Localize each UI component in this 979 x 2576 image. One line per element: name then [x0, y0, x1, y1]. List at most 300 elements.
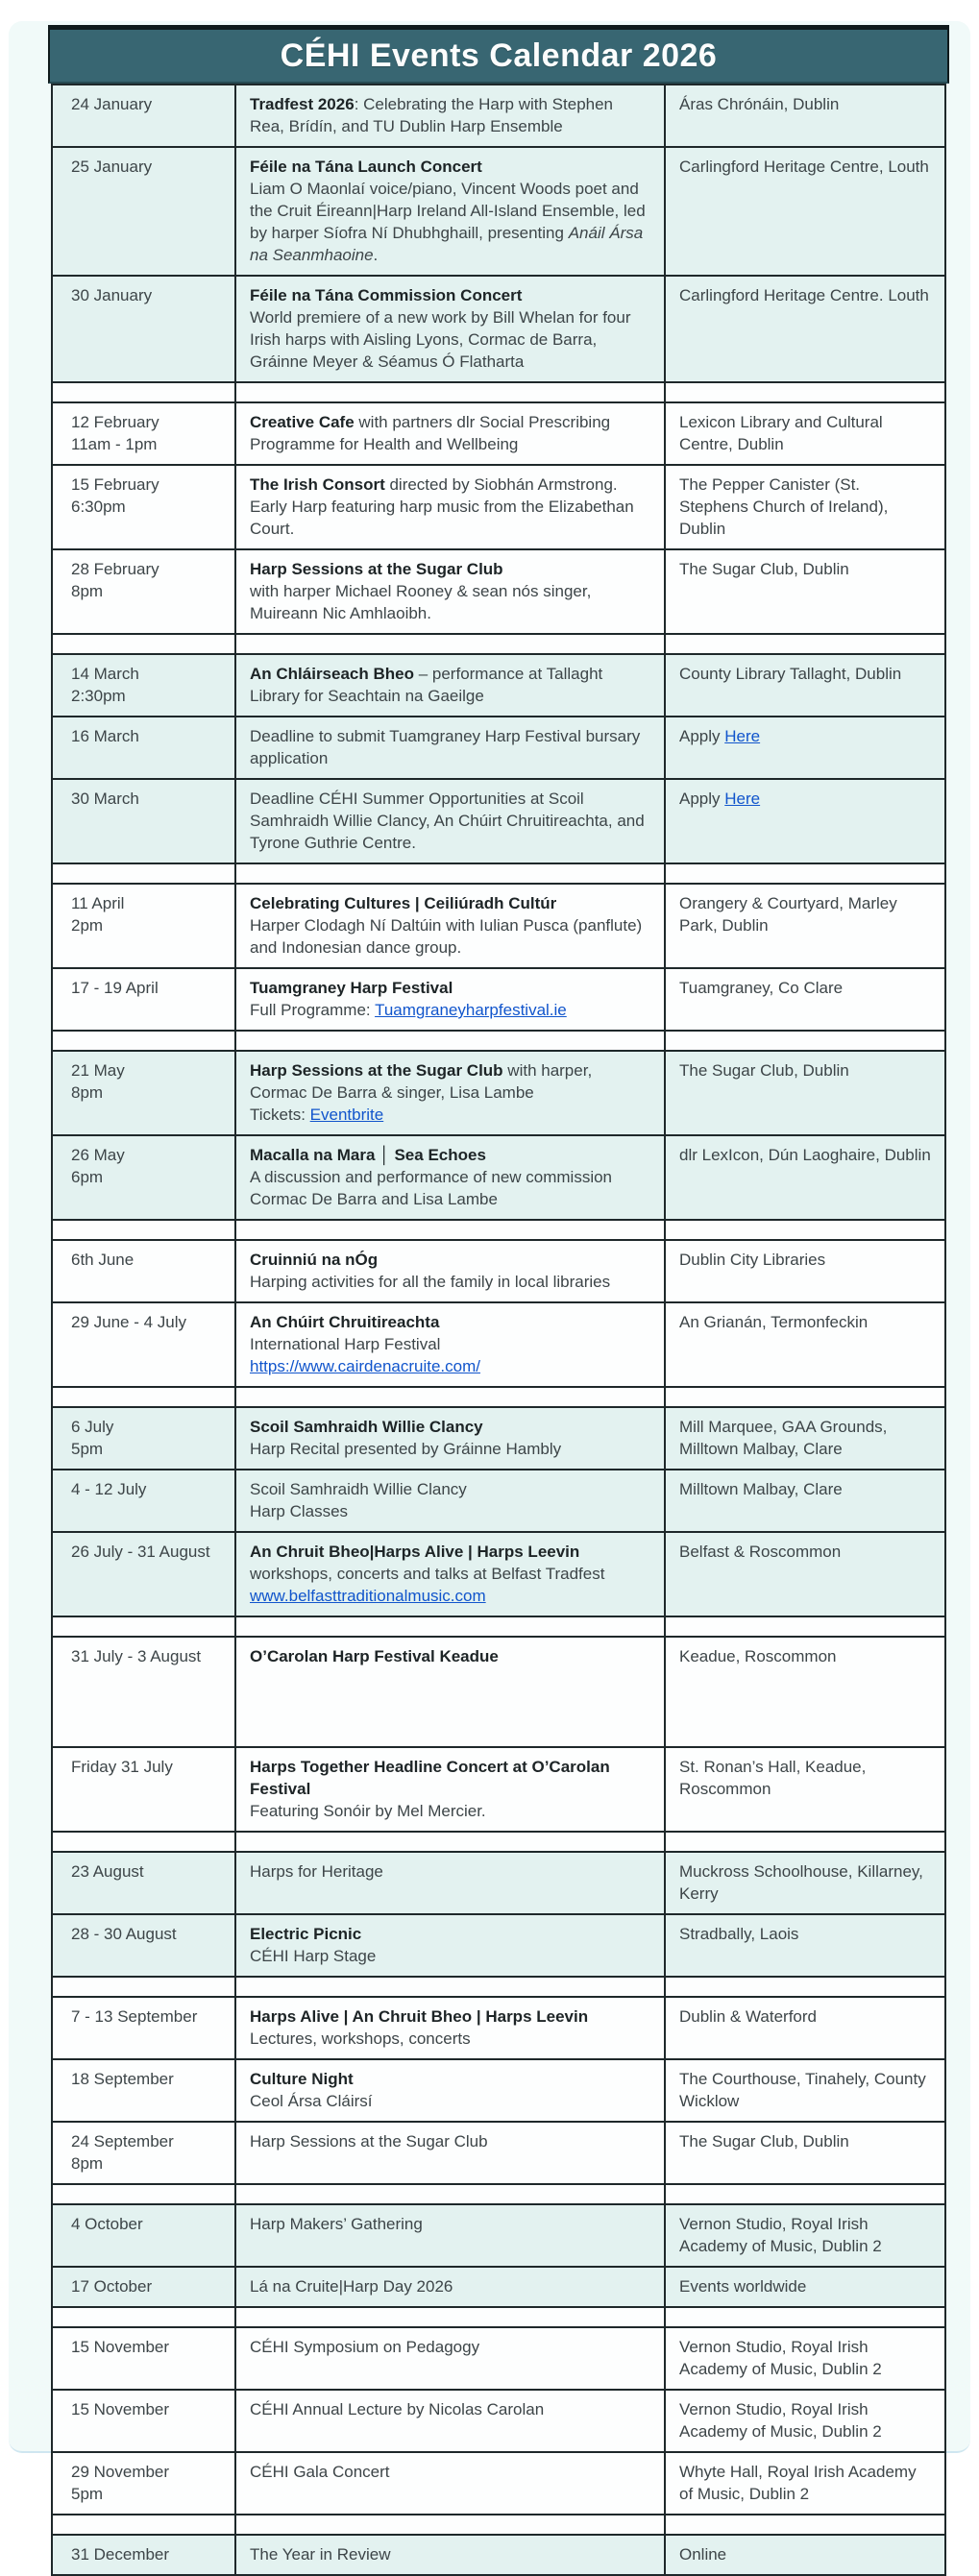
date-text: 7 - 13 September [71, 2007, 198, 2026]
spacer-cell [665, 1387, 945, 1407]
location-cell [665, 465, 945, 549]
text-segment: . [373, 246, 379, 264]
text-segment: Muckross Schoolhouse, Killarney, Kerry [679, 1862, 923, 1903]
location-cell [665, 1637, 945, 1747]
location-cell [665, 968, 945, 1031]
event-cell [235, 1302, 665, 1387]
text-segment: with partners dlr Social Prescribing Programme for Health and Wellbeing [250, 413, 611, 453]
location-cell [665, 147, 945, 276]
text-segment: The Year in Review [250, 2545, 391, 2564]
location-cell [665, 276, 945, 382]
spacer-row [52, 634, 945, 654]
text-segment: Full Programme: [250, 1001, 376, 1019]
text-segment: Mill Marquee, GAA Grounds, Milltown Malbay, Clare [679, 1418, 888, 1458]
date-text: 11 April [71, 894, 125, 912]
event-cell [235, 147, 665, 276]
date-text: 31 December [71, 2545, 170, 2564]
location-cell [665, 549, 945, 634]
event-cell [235, 1470, 665, 1532]
text-segment: Lexicon Library and Cultural Centre, Dublin [679, 413, 883, 453]
date-cell [52, 465, 235, 549]
spacer-cell [665, 382, 945, 402]
event-link[interactable]: Eventbrite [309, 1106, 384, 1124]
text-segment: Harping activities for all the family in local libraries [250, 1273, 611, 1291]
event-title: Féile na Tána Launch Concert [250, 158, 482, 176]
spacer-cell [52, 2515, 235, 2535]
date-cell [52, 1997, 235, 2059]
event-title: An Chruit Bheo|Harps Alive | Harps Leevin [250, 1543, 580, 1561]
spacer-cell [52, 382, 235, 402]
event-cell [235, 2267, 665, 2307]
date-cell [52, 2267, 235, 2307]
location-cell [665, 402, 945, 465]
event-title: An Chláirseach Bheo [250, 665, 414, 683]
spacer-cell [665, 2184, 945, 2204]
date-cell [52, 1135, 235, 1220]
location-cell [665, 1852, 945, 1914]
spacer-cell [665, 1977, 945, 1997]
date-cell [52, 2122, 235, 2184]
spacer-cell [52, 1220, 235, 1240]
spacer-cell [235, 2184, 665, 2204]
text-segment: CÉHI Harp Stage [250, 1947, 377, 1965]
event-cell [235, 884, 665, 968]
date-text: 25 January [71, 158, 153, 176]
event-row [52, 1532, 945, 1616]
event-cell [235, 2535, 665, 2575]
event-row [52, 465, 945, 549]
event-row [52, 2535, 945, 2575]
location-cell [665, 1407, 945, 1470]
event-cell [235, 465, 665, 549]
date-cell [52, 884, 235, 968]
text-segment: Carlingford Heritage Centre, Louth [679, 158, 929, 176]
event-cell [235, 1747, 665, 1832]
spacer-cell [52, 1031, 235, 1051]
spacer-cell [235, 1031, 665, 1051]
text-segment: Events worldwide [679, 2277, 807, 2296]
time-text: 5pm [71, 2485, 104, 2503]
location-cell [665, 1914, 945, 1977]
spacer-row [52, 1031, 945, 1051]
date-cell [52, 549, 235, 634]
event-title: Macalla na Mara │ Sea Echoes [250, 1146, 486, 1164]
location-cell [665, 2535, 945, 2575]
event-title: Harp Sessions at the Sugar Club [250, 1061, 503, 1080]
spacer-cell [235, 1220, 665, 1240]
location-cell [665, 2267, 945, 2307]
date-text: 17 October [71, 2277, 153, 2296]
spacer-cell [52, 1616, 235, 1637]
event-row [52, 717, 945, 779]
event-cell [235, 1051, 665, 1135]
event-cell [235, 1240, 665, 1302]
event-title: Electric Picnic [250, 1925, 362, 1943]
event-title: Scoil Samhraidh Willie Clancy [250, 1418, 483, 1436]
date-text: 15 November [71, 2400, 170, 2418]
location-cell [665, 717, 945, 779]
text-segment: Deadline CÉHI Summer Opportunities at Scoil Samhraidh Willie Clancy, An Chúirt Chruitireachta, and Tyrone Guthrie Centre. [250, 790, 645, 852]
date-text: 6 July [71, 1418, 114, 1436]
date-cell [52, 1747, 235, 1832]
text-segment: CÉHI Annual Lecture by Nicolas Carolan [250, 2400, 545, 2418]
location-cell [665, 2452, 945, 2515]
calendar-header [48, 25, 949, 84]
text-segment: Harp Classes [250, 1502, 349, 1520]
time-text: 2pm [71, 916, 104, 935]
spacer-row [52, 1220, 945, 1240]
text-segment: with harper, Cormac De Barra & singer, Lisa Lambe [250, 1061, 593, 1102]
event-cell [235, 1997, 665, 2059]
date-cell [52, 1051, 235, 1135]
location-cell [665, 1302, 945, 1387]
location-cell [665, 2327, 945, 2390]
time-text: 8pm [71, 582, 104, 600]
text-segment: The Pepper Canister (St. Stephens Church of Ireland), Dublin [679, 475, 889, 538]
event-title: Harps Alive | An Chruit Bheo | Harps Leevin [250, 2007, 589, 2026]
date-text: 4 - 12 July [71, 1480, 147, 1498]
event-row [52, 779, 945, 863]
spacer-cell [52, 1387, 235, 1407]
date-text: 15 November [71, 2338, 170, 2356]
event-row [52, 1747, 945, 1832]
event-title: An Chúirt Chruitireachta [250, 1313, 440, 1331]
time-text: 6pm [71, 1168, 104, 1186]
date-text: 26 July - 31 August [71, 1543, 210, 1561]
event-row [52, 1852, 945, 1914]
date-text: 23 August [71, 1862, 144, 1881]
text-segment: Harps for Heritage [250, 1862, 383, 1881]
date-text: 4 October [71, 2215, 143, 2233]
date-text: 29 November [71, 2463, 170, 2481]
date-cell [52, 968, 235, 1031]
event-row [52, 1914, 945, 1977]
text-segment: directed by Siobhán Armstrong. Early Harp featuring harp music from the Elizabethan Court. [250, 475, 634, 538]
event-row [52, 276, 945, 382]
text-segment: – performance at Tallaght Library for Seachtain na Gaeilge [250, 665, 603, 705]
text-segment: Vernon Studio, Royal Irish Academy of Music, Dublin 2 [679, 2215, 882, 2255]
text-segment: The Courthouse, Tinahely, County Wicklow [679, 2070, 926, 2110]
spacer-cell [52, 1832, 235, 1852]
event-row [52, 147, 945, 276]
location-cell [665, 85, 945, 147]
text-segment: workshops, concerts and talks at Belfast Tradfest [250, 1565, 605, 1583]
spacer-cell [235, 2515, 665, 2535]
spacer-row [52, 1616, 945, 1637]
text-segment: Harp Makers’ Gathering [250, 2215, 423, 2233]
spacer-cell [665, 863, 945, 884]
date-cell [52, 1407, 235, 1470]
event-row [52, 2327, 945, 2390]
spacer-cell [235, 1387, 665, 1407]
time-text: 8pm [71, 1083, 104, 1102]
spacer-cell [235, 2307, 665, 2327]
spacer-cell [665, 1616, 945, 1637]
event-row [52, 2204, 945, 2267]
spacer-row [52, 2515, 945, 2535]
location-cell [665, 1997, 945, 2059]
event-row [52, 2267, 945, 2307]
date-cell [52, 1852, 235, 1914]
date-cell [52, 1532, 235, 1616]
page-card [9, 21, 970, 2564]
event-link[interactable]: https://www.cairdenacruite.com/ [250, 1357, 480, 1375]
event-row [52, 1135, 945, 1220]
location-cell [665, 1470, 945, 1532]
spacer-cell [235, 634, 665, 654]
event-cell [235, 1637, 665, 1747]
spacer-cell [52, 2307, 235, 2327]
date-cell [52, 717, 235, 779]
event-row [52, 549, 945, 634]
spacer-row [52, 2184, 945, 2204]
date-text: 14 March [71, 665, 139, 683]
date-cell [52, 654, 235, 717]
text-segment: Featuring Sonóir by Mel Mercier. [250, 1802, 486, 1820]
text-segment: Harper Clodagh Ní Daltúin with Iulian Pusca (panflute) and Indonesian dance group. [250, 916, 643, 957]
text-segment: CÉHI Gala Concert [250, 2463, 390, 2481]
event-cell [235, 717, 665, 779]
event-row [52, 85, 945, 147]
spacer-cell [235, 1616, 665, 1637]
date-cell [52, 1302, 235, 1387]
event-title: Culture Night [250, 2070, 354, 2088]
date-cell [52, 1240, 235, 1302]
date-cell [52, 2390, 235, 2452]
event-title: Féile na Tána Commission Concert [250, 286, 523, 304]
text-segment: Dublin City Libraries [679, 1251, 826, 1269]
event-cell [235, 2327, 665, 2390]
date-cell [52, 2452, 235, 2515]
location-cell [665, 2204, 945, 2267]
date-cell [52, 779, 235, 863]
text-segment: The Sugar Club, Dublin [679, 2132, 849, 2151]
text-segment: An Grianán, Termonfeckin [679, 1313, 869, 1331]
spacer-cell [235, 1832, 665, 1852]
event-link[interactable]: www.belfasttraditionalmusic.com [250, 1587, 486, 1605]
location-cell [665, 1747, 945, 1832]
date-cell [52, 2059, 235, 2122]
date-text: 6th June [71, 1251, 135, 1269]
event-title: The Irish Consort [250, 475, 385, 494]
date-text: 24 January [71, 95, 153, 113]
time-text: 8pm [71, 2154, 104, 2173]
events-table-body [52, 85, 945, 2575]
text-segment: Apply [679, 790, 725, 808]
event-link[interactable]: Here [724, 727, 761, 745]
event-cell [235, 276, 665, 382]
text-segment: The Sugar Club, Dublin [679, 560, 849, 578]
event-cell [235, 2059, 665, 2122]
spacer-cell [52, 2184, 235, 2204]
date-text: 31 July - 3 August [71, 1647, 202, 1665]
event-row [52, 1637, 945, 1747]
event-cell [235, 779, 665, 863]
event-row [52, 2390, 945, 2452]
date-cell [52, 2535, 235, 2575]
date-text: 26 May [71, 1146, 125, 1164]
time-text: 2:30pm [71, 687, 126, 705]
spacer-cell [665, 2515, 945, 2535]
event-title: Creative Cafe [250, 413, 355, 431]
spacer-row [52, 1977, 945, 1997]
date-text: Friday 31 July [71, 1758, 173, 1776]
spacer-cell [235, 863, 665, 884]
date-text: 24 September [71, 2132, 174, 2151]
text-segment: Milltown Malbay, Clare [679, 1480, 843, 1498]
spacer-cell [52, 634, 235, 654]
location-cell [665, 2390, 945, 2452]
text-segment: Harp Sessions at the Sugar Club [250, 2132, 488, 2151]
event-row [52, 1407, 945, 1470]
location-cell [665, 2122, 945, 2184]
event-row [52, 1302, 945, 1387]
event-cell [235, 2452, 665, 2515]
text-segment: Ceol Ársa Cláirsí [250, 2092, 373, 2110]
event-cell [235, 1135, 665, 1220]
spacer-cell [665, 634, 945, 654]
event-title: Celebrating Cultures | Ceiliúradh Cultúr [250, 894, 557, 912]
location-cell [665, 1135, 945, 1220]
event-link[interactable]: Tuamgraneyharpfestival.ie [375, 1001, 567, 1019]
event-cell [235, 968, 665, 1031]
event-cell [235, 1407, 665, 1470]
event-row [52, 402, 945, 465]
date-text: 21 May [71, 1061, 125, 1080]
location-cell [665, 1532, 945, 1616]
text-segment: Harp Recital presented by Gráinne Hambly [250, 1440, 562, 1458]
events-table [51, 84, 946, 2576]
text-segment: Liam O Maonlaí voice/piano, Vincent Woods poet and the Cruit Éireann|Harp Ireland All-Island Ensemble, led by harper Síofra Ní Dhubhghaill, presenting [250, 180, 646, 242]
event-row [52, 654, 945, 717]
time-text: 5pm [71, 1440, 104, 1458]
event-cell [235, 1914, 665, 1977]
date-text: 18 September [71, 2070, 174, 2088]
date-cell [52, 2327, 235, 2390]
text-segment: Scoil Samhraidh Willie Clancy [250, 1480, 467, 1498]
spacer-cell [665, 2307, 945, 2327]
event-title: Cruinniú na nÓg [250, 1251, 379, 1269]
date-cell [52, 1914, 235, 1977]
event-row [52, 1470, 945, 1532]
date-cell [52, 147, 235, 276]
text-segment: Online [679, 2545, 727, 2564]
date-cell [52, 1470, 235, 1532]
text-segment: Whyte Hall, Royal Irish Academy of Music, Dublin 2 [679, 2463, 917, 2503]
event-title: Harps Together Headline Concert at O’Carolan Festival [250, 1758, 610, 1798]
event-row [52, 968, 945, 1031]
location-cell [665, 2059, 945, 2122]
date-text: 30 March [71, 790, 139, 808]
spacer-cell [665, 1832, 945, 1852]
location-cell [665, 884, 945, 968]
date-text: 16 March [71, 727, 139, 745]
location-cell [665, 1240, 945, 1302]
event-title: Tradfest 2026 [250, 95, 355, 113]
page-title: CÉHI Events Calendar 2026 [280, 36, 718, 74]
text-segment: Apply [679, 727, 725, 745]
event-link[interactable]: Here [724, 790, 761, 808]
event-cell [235, 2390, 665, 2452]
date-cell [52, 276, 235, 382]
date-text: 28 - 30 August [71, 1925, 177, 1943]
text-segment: A discussion and performance of new commission Cormac De Barra and Lisa Lambe [250, 1168, 613, 1208]
spacer-cell [665, 1220, 945, 1240]
spacer-cell [52, 1977, 235, 1997]
text-segment: World premiere of a new work by Bill Whelan for four Irish harps with Aisling Lyons, Cormac de Barra, Gráinne Meyer & Séamus Ó Flatharta [250, 308, 631, 371]
text-segment: Orangery & Courtyard, Marley Park, Dublin [679, 894, 897, 935]
spacer-row [52, 1832, 945, 1852]
text-segment: St. Ronan’s Hall, Keadue, Roscommon [679, 1758, 867, 1798]
spacer-cell [52, 863, 235, 884]
event-cell [235, 2204, 665, 2267]
event-title: Tuamgraney Harp Festival [250, 979, 453, 997]
text-segment: Vernon Studio, Royal Irish Academy of Music, Dublin 2 [679, 2338, 882, 2378]
location-cell [665, 1051, 945, 1135]
time-text: 6:30pm [71, 498, 126, 516]
spacer-row [52, 863, 945, 884]
event-cell [235, 2122, 665, 2184]
text-segment: The Sugar Club, Dublin [679, 1061, 849, 1080]
text-segment: International Harp Festival [250, 1335, 441, 1353]
event-cell [235, 85, 665, 147]
spacer-cell [235, 1977, 665, 1997]
date-text: 15 February [71, 475, 159, 494]
date-cell [52, 1637, 235, 1747]
text-segment: with harper Michael Rooney & sean nós singer, Muireann Nic Amhlaoibh. [250, 582, 592, 622]
text-segment: County Library Tallaght, Dublin [679, 665, 902, 683]
text-segment: Áras Chrónáin, Dublin [679, 95, 840, 113]
event-title: O’Carolan Harp Festival Keadue [250, 1647, 499, 1665]
event-row [52, 1997, 945, 2059]
date-text: 17 - 19 April [71, 979, 159, 997]
text-segment: Stradbally, Laois [679, 1925, 799, 1943]
spacer-cell [235, 382, 665, 402]
location-cell [665, 654, 945, 717]
spacer-cell [665, 1031, 945, 1051]
spacer-row [52, 382, 945, 402]
text-segment: Vernon Studio, Royal Irish Academy of Music, Dublin 2 [679, 2400, 882, 2441]
date-text: 29 June - 4 July [71, 1313, 187, 1331]
event-cell [235, 1852, 665, 1914]
text-segment: Tuamgraney, Co Clare [679, 979, 844, 997]
text-segment: CÉHI Symposium on Pedagogy [250, 2338, 480, 2356]
text-segment: Lectures, workshops, concerts [250, 2029, 471, 2048]
date-cell [52, 85, 235, 147]
event-row [52, 884, 945, 968]
spacer-row [52, 1387, 945, 1407]
event-cell [235, 402, 665, 465]
text-segment: Tickets: [250, 1106, 310, 1124]
spacer-row [52, 2307, 945, 2327]
event-row [52, 1051, 945, 1135]
text-segment: Dublin & Waterford [679, 2007, 817, 2026]
text-segment: dlr LexIcon, Dún Laoghaire, Dublin [679, 1146, 931, 1164]
date-text: 12 February [71, 413, 159, 431]
event-row [52, 2059, 945, 2122]
date-cell [52, 2204, 235, 2267]
event-row [52, 1240, 945, 1302]
date-text: 28 February [71, 560, 159, 578]
text-segment: Lá na Cruite|Harp Day 2026 [250, 2277, 453, 2296]
event-row [52, 2122, 945, 2184]
time-text: 11am - 1pm [71, 435, 158, 453]
event-title: Harp Sessions at the Sugar Club [250, 560, 503, 578]
event-italic-text: Anáil Ársa na Seanmhaoine [250, 224, 644, 264]
date-text: 30 January [71, 286, 153, 304]
text-segment: Belfast & Roscommon [679, 1543, 842, 1561]
event-cell [235, 549, 665, 634]
